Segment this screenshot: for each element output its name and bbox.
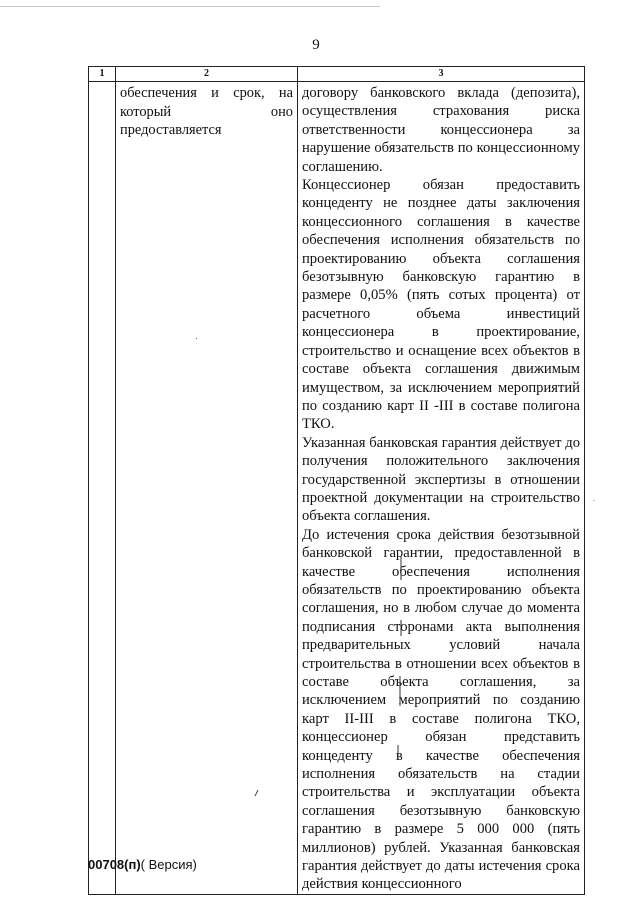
column-header-3: 3 — [298, 67, 585, 82]
document-table — [88, 66, 585, 895]
scan-top-rule — [0, 6, 380, 7]
paragraph-2: Концессионер обязан предоставить концеденту не позднее даты заключения концессионного соглашения в качестве обеспечения исполнения обязательств по проектированию объекта соглашения безотзывную банковскую гарантию в размере 0,05% (пять сотых процента) от расчетного объема инвестиций концессионера в проектирование, строительство и оснащение всех объектов в составе объекта соглашения движимым имуществом, за исключением мероприятий по созданию карт II -III в составе полигона ТКО. — [302, 177, 580, 433]
paragraph-3: Указанная банковская гарантия действует до получения положительного заключения государственной экспертизы в отношении проектной документации на строительство объекта соглашения. — [302, 434, 580, 525]
cell-col-1 — [89, 82, 116, 895]
table-row — [89, 82, 585, 895]
footer-version: ( Версия) — [140, 857, 197, 872]
column-header-2: 2 — [116, 67, 298, 82]
cell-col-3 — [298, 82, 585, 895]
paragraph-4: До истечения срока действия безотзывной банковской гарантии, предоставленной в качестве обеспечения исполнения обязательств по проектированию объекта соглашения, но в любом случае до момента подписания сторонами акта выполнения предварительных условий начала строительства в отношении всех объектов в составе объекта соглашения, за исключением мероприятий по созданию карт II-III в составе полигона ТКО, концессионер обязан представить концеденту в качестве обеспечения исполнения обязательств на стадии строительства и эксплуатации объекта соглашения безотзывную банковскую гарантию в размере 5 000 000 (пять миллионов) рублей. Указанная банковская гарантия действует до даты истечения срока действия концессионного — [302, 526, 580, 893]
document-footer-code — [88, 857, 197, 872]
footer-code: 00708(п) — [88, 857, 141, 872]
paragraph-1: договору банковского вклада (депозита), осуществления страхования риска ответственности концессионера за нарушение обязательств по концессионному соглашению. — [302, 85, 580, 175]
cell-col-2: обеспечения и срок, на который оно предоставляется — [116, 82, 298, 895]
column-header-1: 1 — [89, 67, 116, 82]
page-number: 9 — [312, 37, 320, 53]
table-header-row — [89, 67, 585, 82]
